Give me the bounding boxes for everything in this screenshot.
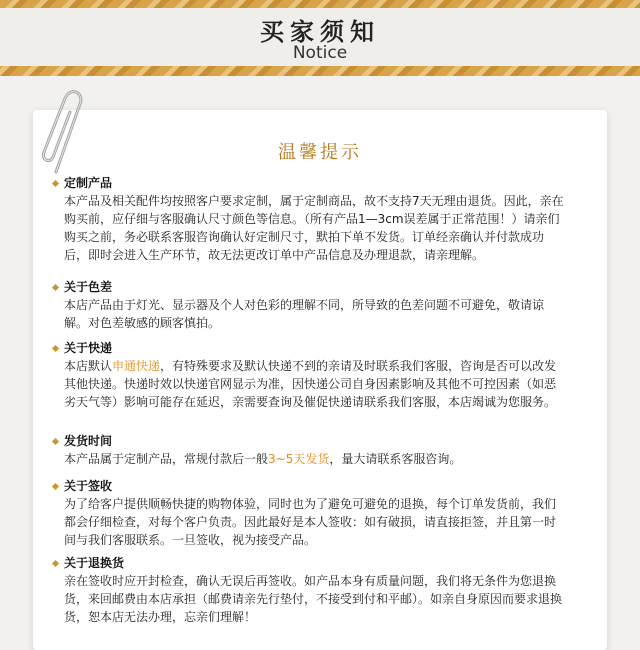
section-body: 本店默认申通快递，有特殊要求及默认快递不到的亲请及时联系我们客服，咨询是否可以改发其他快递。快递时效以快递官网显示为准，因快递公司自身因素影响及其他不可控因素（如恶劣天气等）影响可能存在延迟，亲需要查询及催促快递请联系我们客服，本店竭诚为您服务。 (64, 359, 557, 409)
section-returns (64, 555, 564, 626)
paperclip-icon (34, 86, 94, 178)
section-color-difference (64, 279, 564, 332)
courier-highlight: 申通快递 (112, 359, 161, 373)
section-signing (64, 478, 564, 549)
section-title: 关于退换货 (64, 555, 564, 572)
page-subtitle: Notice (292, 43, 348, 63)
section-shipping (64, 340, 564, 411)
section-body: 亲在签收时应开封检查，确认无误后再签收。如产品本身有质量问题，我们将无条件为您退换货，来回邮费由本店承担（邮费请亲先行垫付，不接受到付和平邮）。如亲自身原因而要求退换货，恕本店无法办理，忘亲们理解！ (64, 574, 563, 624)
section-delivery-time (64, 433, 564, 468)
section-title: 关于签收 (64, 478, 564, 495)
section-title: 关于色差 (64, 279, 564, 296)
section-body: 为了给客户提供顺畅快捷的购物体验，同时也为了避免可避免的退换，每个订单发货前，我们都会仔细检查，对每个客户负责。因此最好是本人签收：如有破损，请直接拒签，并且第一时间与我们客服联系。一旦签收，视为接受产品。 (64, 497, 557, 547)
section-body: 本产品属于定制产品，常规付款后一般3~5天发货，量大请联系客服咨询。 (64, 452, 462, 466)
section-title: 发货时间 (64, 433, 564, 450)
section-custom-product (64, 175, 564, 264)
notice-heading: 温馨提示 (278, 142, 362, 163)
section-body: 本产品及相关配件均按照客户要求定制，属于定制商品，故不支持7天无理由退货。因此，亲在购买前，应仔细与客服确认尺寸颜色等信息。（所有产品1—3cm误差属于正常范围！）请亲们购买之前，务必联系客服咨询确认好定制尺寸，默拍下单不发货。订单经亲确认并付款成功后，即时会进入生产环节，故无法更改订单中产品信息及办理退款，请亲理解。 (64, 194, 564, 262)
section-title: 定制产品 (64, 175, 564, 192)
delivery-days-highlight: 3~5天发货 (268, 452, 330, 466)
page-title: 买家须知 (260, 18, 380, 46)
section-body: 本店产品由于灯光、显示器及个人对色彩的理解不同，所导致的色差问题不可避免，敬请谅解。对色差敏感的顾客慎拍。 (64, 298, 545, 330)
section-title: 关于快递 (64, 340, 564, 357)
